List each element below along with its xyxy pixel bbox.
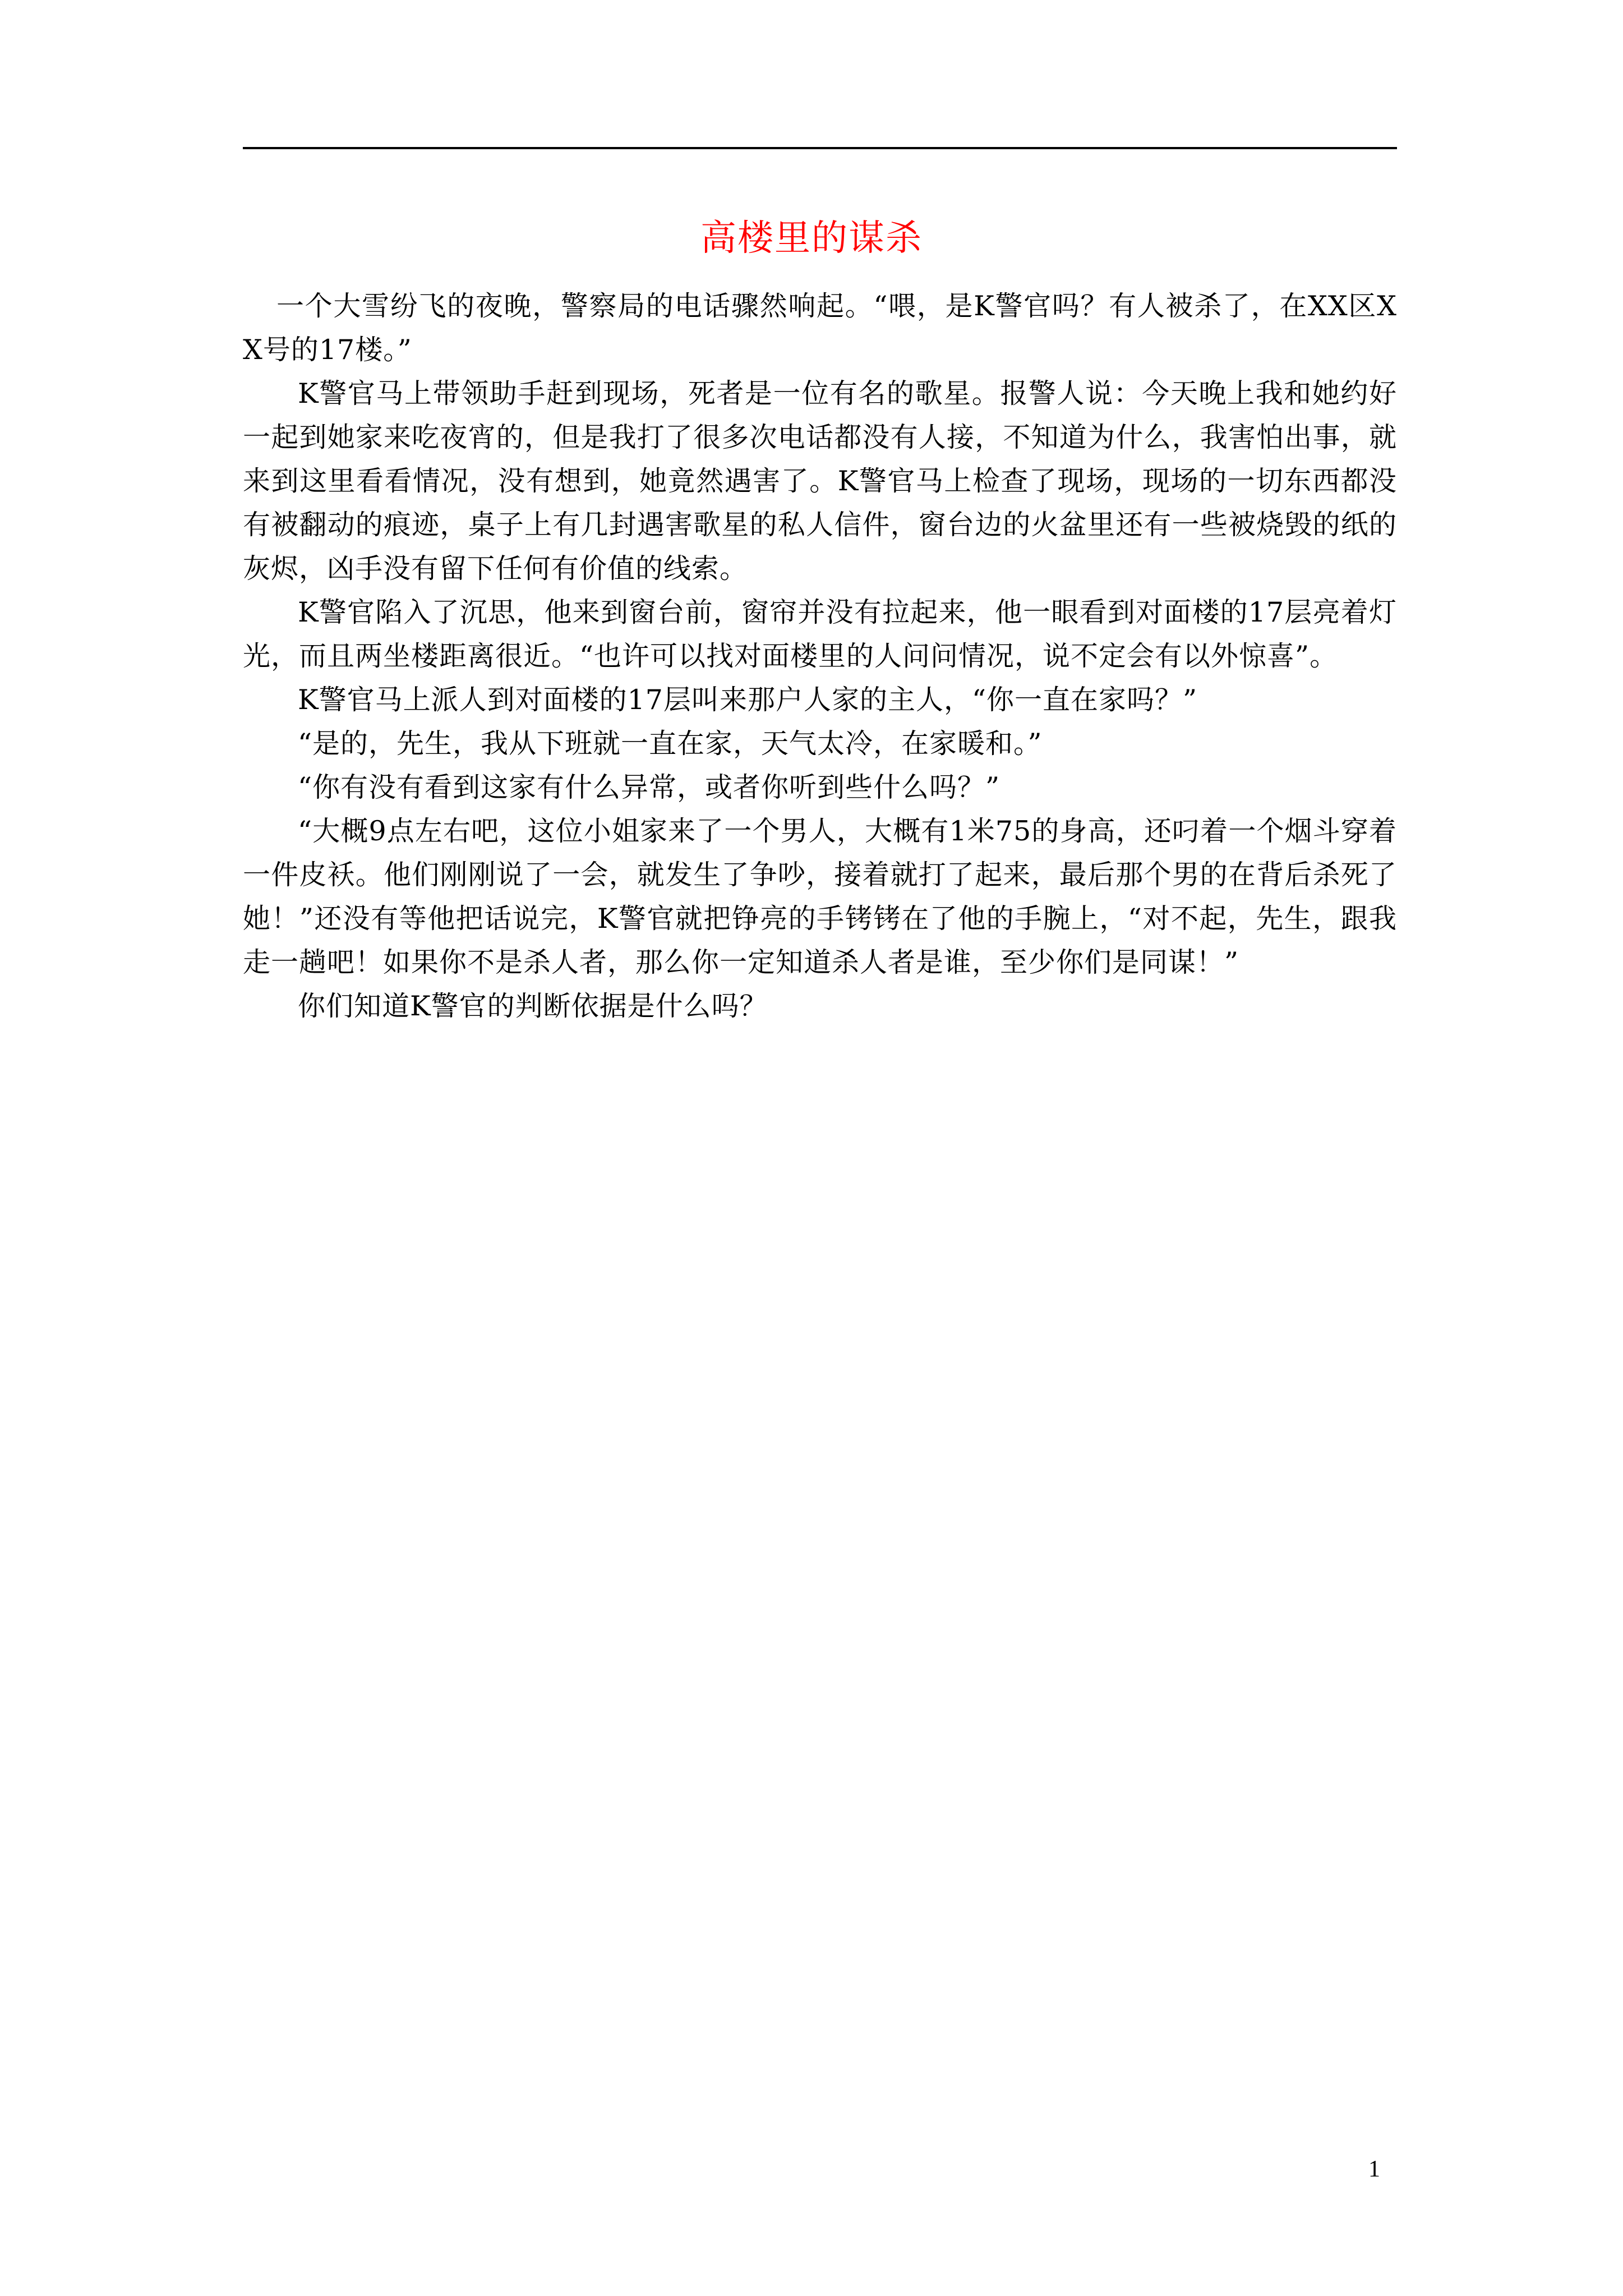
paragraph-5: “是的，先生，我从下班就一直在家，天气太冷，在家暖和。” xyxy=(298,728,1043,760)
document-title: 高楼里的谋杀 xyxy=(700,218,923,259)
paragraph-2: K警官马上带领助手赶到现场，死者是一位有名的歌星。报警人说：今天晚上我和她约好一起到她家来吃夜宵的，但是我打了很多次电话都没有人接，不知道为什么，我害怕出事，就来到这里看看情况，没有想到，她竟然遇害了。K警官马上检查了现场，现场的一切东西都没有被翻动的痕迹，桌子上有几封遇害歌星的私人信件，窗台边的火盆里还有一些被烧毁的纸的灰烬，凶手没有留下任何有价值的线索。 xyxy=(243,378,1397,585)
paragraph-6: “你有没有看到这家有什么异常，或者你听到些什么吗？” xyxy=(298,771,1000,803)
header-rule xyxy=(243,147,1397,149)
paragraph-8: 你们知道K警官的判断依据是什么吗？ xyxy=(298,990,768,1022)
paragraph-7: “大概9点左右吧，这位小姐家来了一个男人，大概有1米75的身高，还叼着一个烟斗穿着一件皮袄。他们刚刚说了一会，就发生了争吵，接着就打了起来，最后那个男的在背后杀死了她！”还没有等他把话说完，K警官就把铮亮的手铐铐在了他的手腕上，“对不起，先生，跟我走一趟吧！如果你不是杀人者，那么你一定知道杀人者是谁，至少你们是同谋！” xyxy=(243,815,1397,978)
paragraph-1: 一个大雪纷飞的夜晚，警察局的电话骤然响起。“喂，是K警官吗？有人被杀了，在XX区XX号的17楼。” xyxy=(243,290,1397,366)
page-number: 1 xyxy=(1368,2156,1380,2182)
paragraph-4: K警官马上派人到对面楼的17层叫来那户人家的主人，“你一直在家吗？” xyxy=(298,684,1198,716)
paragraph-3: K警官陷入了沉思，他来到窗台前，窗帘并没有拉起来，他一眼看到对面楼的17层亮着灯光，而且两坐楼距离很近。“也许可以找对面楼里的人问问情况，说不定会有以外惊喜”。 xyxy=(243,596,1397,672)
document-body xyxy=(243,284,1397,1028)
